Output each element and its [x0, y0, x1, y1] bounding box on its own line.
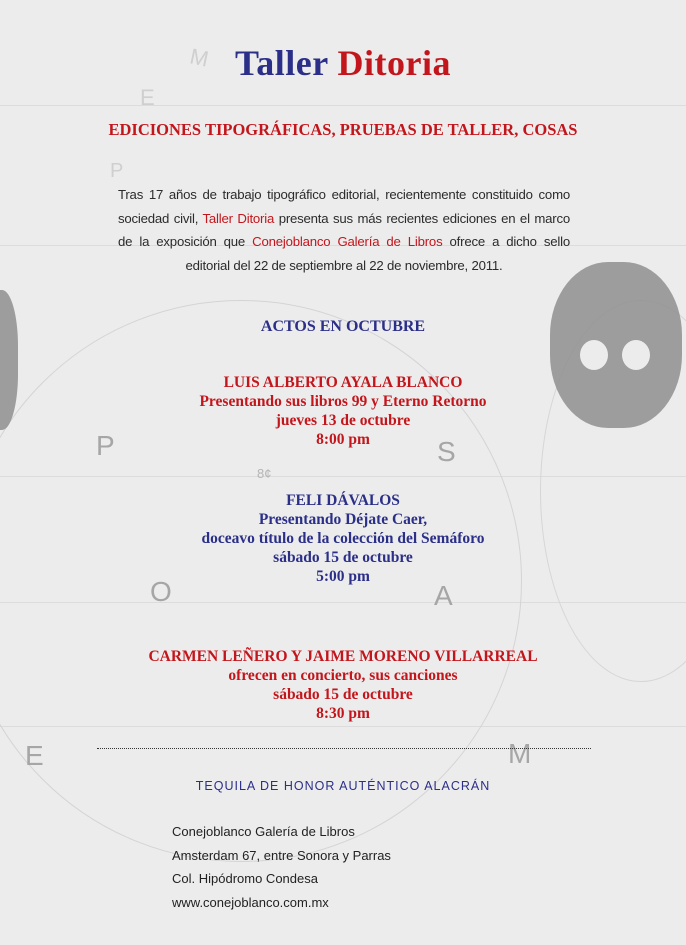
page-title [0, 42, 686, 84]
intro-highlight-conejoblanco: Conejoblanco Galería de Libros [252, 234, 443, 249]
tequila-note: TEQUILA DE HONOR AUTÉNTICO ALACRÁN [195, 779, 491, 793]
decorative-letter: E [140, 85, 155, 110]
decorative-ink-hole [580, 340, 608, 370]
event-title: LUIS ALBERTO AYALA BLANCO [223, 374, 463, 391]
event-date: sábado 15 de octubre [273, 549, 413, 566]
decorative-letter: O [150, 576, 172, 607]
venue-name: Conejoblanco Galería de Libros [172, 824, 355, 839]
intro-text: ofrece a dicho sello editorial del 22 de septiembre al 22 de noviembre, 2011. [185, 234, 570, 273]
event-description: Presentando sus libros 99 y Eterno Retorno [199, 393, 487, 410]
event-date: sábado 15 de octubre [273, 686, 413, 703]
decorative-ink-hole [622, 340, 650, 370]
event-description: doceavo título de la colección del Semáforo [201, 530, 485, 547]
event-time: 5:00 pm [316, 568, 370, 585]
event-davalos [0, 491, 686, 586]
title-ditoria: Ditoria [337, 43, 451, 83]
decorative-letter: E [25, 740, 44, 771]
event-description: Presentando Déjate Caer, [258, 511, 428, 528]
neighborhood: Col. Hipódromo Condesa [172, 871, 318, 886]
event-time: 8:00 pm [316, 431, 370, 448]
website-link[interactable]: www.conejoblanco.com.mx [172, 894, 329, 910]
decorative-letter: 8¢ [257, 466, 272, 481]
event-ayala-blanco [0, 373, 686, 449]
event-time: 8:30 pm [316, 705, 370, 722]
dotted-divider [97, 748, 591, 749]
title-taller: Taller [235, 43, 329, 83]
event-description: ofrecen en concierto, sus canciones [228, 667, 458, 684]
decorative-letter: M [187, 43, 211, 72]
intro-highlight-taller-ditoria: Taller Ditoria [202, 210, 275, 226]
subtitle: EDICIONES TIPOGRÁFICAS, PRUEBAS DE TALLER, COSAS [108, 120, 578, 139]
event-title: FELI DÁVALOS [286, 492, 400, 509]
ruled-line [0, 105, 686, 106]
intro-text: Tras 17 años de trabajo tipográfico editorial, recientemente constituido como sociedad civil, [118, 187, 570, 226]
decorative-letter: S [437, 436, 456, 467]
event-lenero-moreno [0, 647, 686, 723]
intro-text: presenta sus más recientes ediciones en el marco de la exposición que [118, 210, 570, 249]
decorative-letter: P [110, 160, 124, 182]
decorative-letter: M [508, 738, 532, 769]
decorative-letter: P [96, 430, 115, 461]
intro-paragraph [118, 183, 570, 277]
street-address: Amsterdam 67, entre Sonora y Parras [172, 847, 391, 863]
acts-heading: ACTOS EN OCTUBRE [260, 318, 426, 335]
address-block [172, 820, 391, 914]
event-date: jueves 13 de octubre [275, 412, 411, 429]
event-title: CARMEN LEÑERO Y JAIME MORENO VILLARREAL [148, 648, 538, 665]
decorative-letter: A [434, 580, 453, 611]
